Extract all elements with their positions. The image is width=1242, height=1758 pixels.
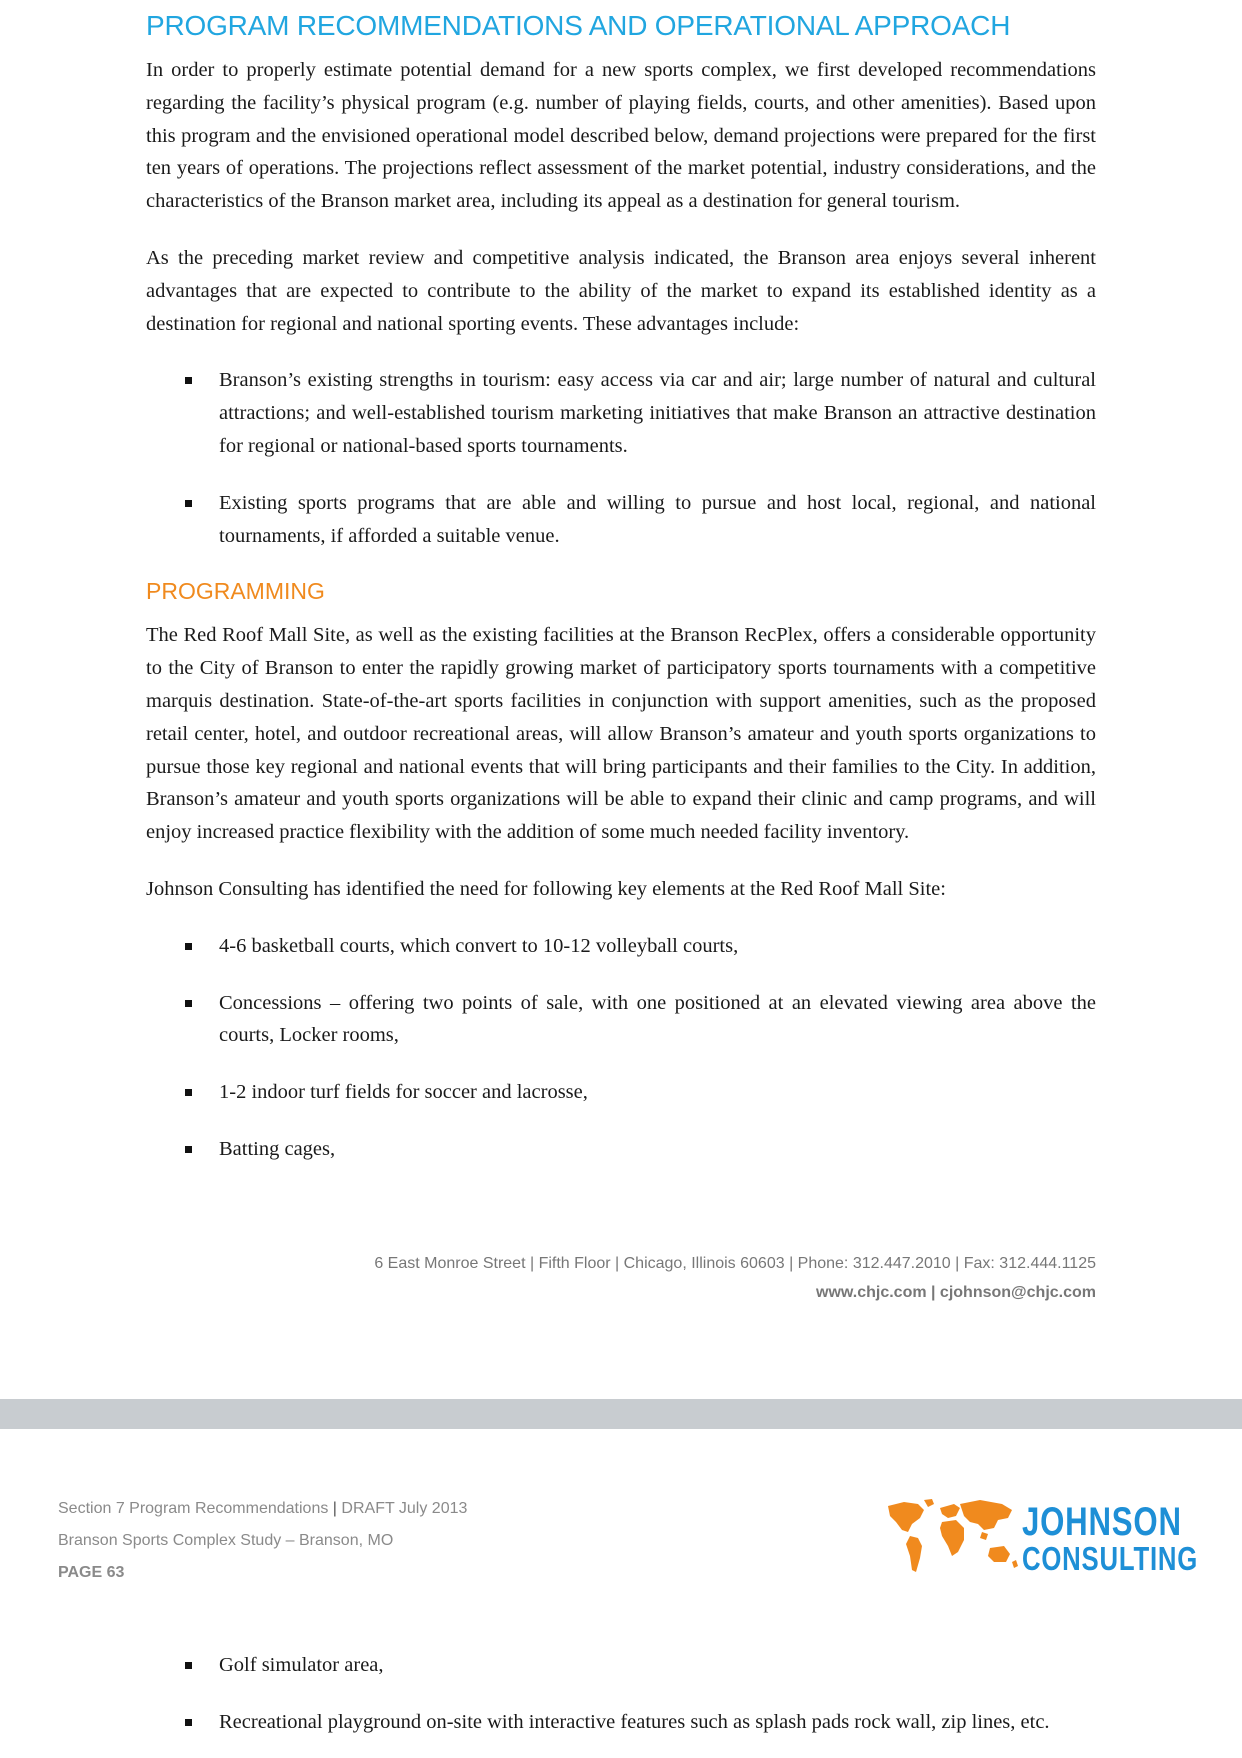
advantages-intro-paragraph: As the preceding market review and competitive analysis indicated, the Branson area enjoys several inherent advantages that are expected to contribute to the ability of the market to expand its established identity as a destination for regional and national sporting events. These advantages include: (146, 246, 1096, 335)
bullet-icon (185, 1089, 192, 1096)
page-footer: Section 7 Program Recommendations | DRAFT July 2013 Branson Sports Complex Study – Branson, MO PAGE 63 (58, 1500, 468, 1581)
address-block (374, 1255, 1096, 1302)
bullet-icon (185, 500, 192, 507)
bullet-icon (185, 1146, 192, 1153)
johnson-consulting-logo (884, 1496, 1199, 1580)
continued-elements (146, 1649, 1096, 1739)
bullet-icon (185, 1662, 192, 1669)
bullet-icon (185, 1719, 192, 1726)
list-item: 4-6 basketball courts, which convert to 10-12 volleyball courts, (146, 930, 1096, 963)
intro-paragraph: In order to properly estimate potential demand for a new sports complex, we first developed recommendations regarding the facility’s physical program (e.g. number of playing fields, courts, and other amenities). Based upon this program and the envisioned operational model described below, demand projections were prepared for the first ten years of operations. The projections reflect assessment of the market potential, industry considerations, and the characteristics of the Branson market area, including its appeal as a destination for general tourism. (146, 59, 1096, 213)
list-item: Golf simulator area, (146, 1649, 1096, 1682)
list-item: Recreational playground on-site with interactive features such as splash pads rock wall, zip lines, etc. (146, 1706, 1096, 1739)
logo-wordmark-johnson: JOHNSON (1022, 1500, 1182, 1544)
contact-links: www.chjc.com | cjohnson@chjc.com (816, 1284, 1096, 1301)
logo-wordmark-consulting: CONSULTING (1022, 1540, 1199, 1577)
footer-draft: DRAFT July 2013 (341, 1500, 468, 1517)
page-divider (0, 1399, 1242, 1429)
list-item: Batting cages, (146, 1133, 1096, 1166)
list-item: Existing sports programs that are able and willing to pursue and host local, regional, and national tournaments, if afforded a suitable venue. (146, 487, 1096, 553)
key-elements-list-continued (146, 1649, 1096, 1739)
list-item: Branson’s existing strengths in tourism: easy access via car and air; large number of natural and cultural attractions; and well-established tourism marketing initiatives that make Branson an attractive destination for regional or national-based sports tournaments. (146, 364, 1096, 462)
address-line: 6 East Monroe Street | Fifth Floor | Chicago, Illinois 60603 | Phone: 312.447.2010 | Fax: 312.444.1125 (374, 1255, 1096, 1272)
page-number: PAGE 63 (58, 1564, 125, 1581)
key-elements-list (146, 930, 1096, 1166)
footer-study: Branson Sports Complex Study – Branson, MO (58, 1532, 394, 1549)
key-elements-intro: Johnson Consulting has identified the need for following key elements at the Red Roof Mall Site: (146, 877, 946, 900)
page-content (146, 0, 1096, 1166)
list-item: 1-2 indoor turf fields for soccer and lacrosse, (146, 1076, 1096, 1109)
bullet-icon (185, 377, 192, 384)
bullet-icon (185, 943, 192, 950)
world-map-icon (884, 1496, 1024, 1580)
footer-section: Section 7 Program Recommendations (58, 1500, 329, 1517)
page-title: PROGRAM RECOMMENDATIONS AND OPERATIONAL APPROACH (146, 10, 1011, 41)
advantages-list (146, 364, 1096, 552)
programming-paragraph: The Red Roof Mall Site, as well as the existing facilities at the Branson RecPlex, offers a considerable opportunity to the City of Branson to enter the rapidly growing market of participatory sports tournaments with a competitive marquis destination. State-of-the-art sports facilities in conjunction with support amenities, such as the proposed retail center, hotel, and outdoor recreational areas, will allow Branson’s amateur and youth sports organizations to pursue those key regional and national events that will bring participants and their families to the City. In addition, Branson’s amateur and youth sports organizations will be able to expand their clinic and camp programs, and will enjoy increased practice flexibility with the addition of some much needed facility inventory. (146, 624, 1096, 844)
section-heading-programming: PROGRAMMING (146, 578, 325, 605)
bullet-icon (185, 1000, 192, 1007)
list-item: Concessions – offering two points of sale, with one positioned at an elevated viewing area above the courts, Locker rooms, (146, 987, 1096, 1053)
